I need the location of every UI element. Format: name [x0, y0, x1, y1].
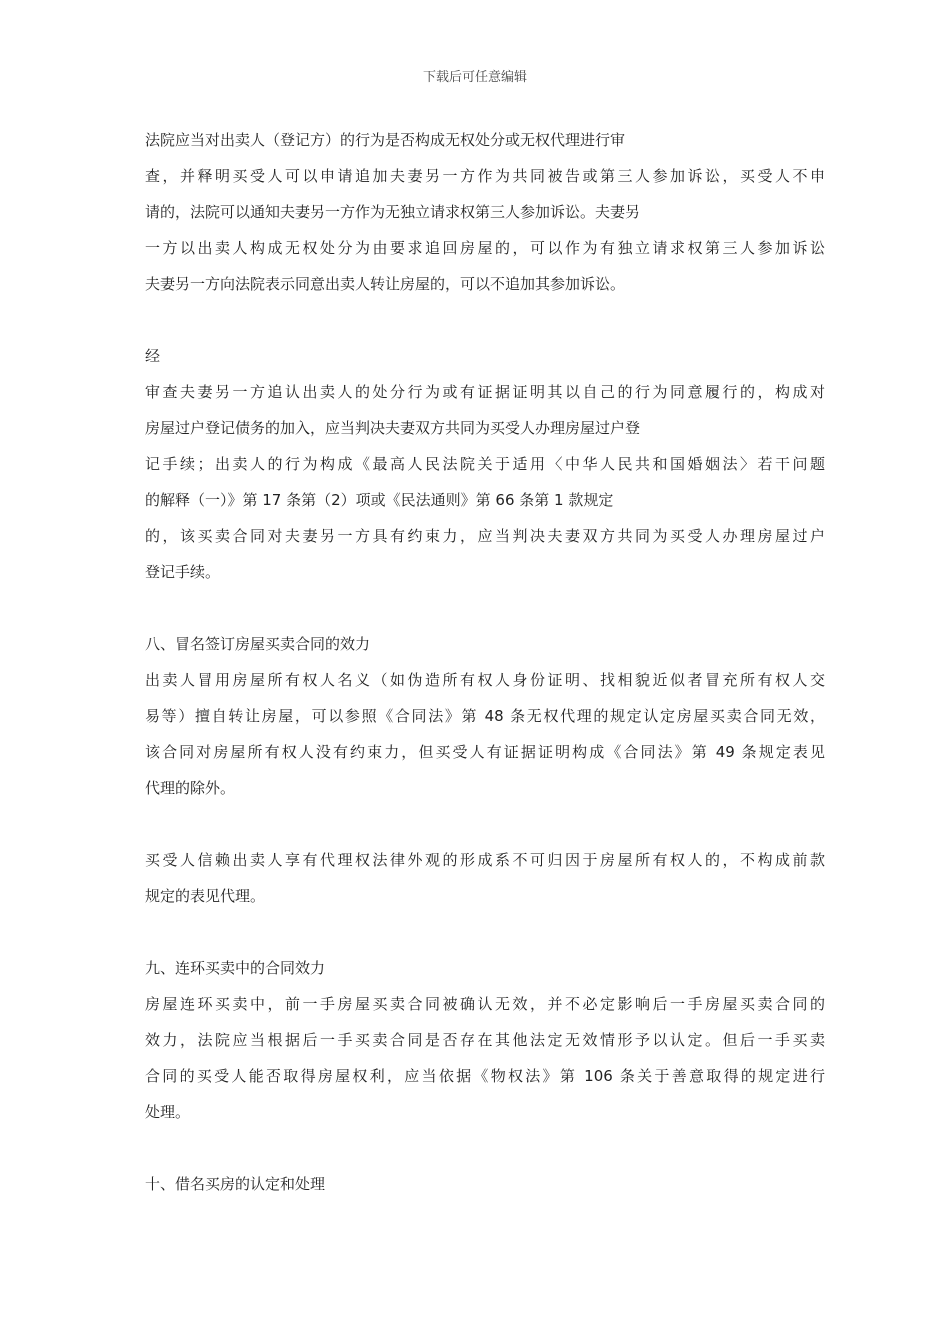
- page-header-note: 下载后可任意编辑: [422, 70, 527, 85]
- section-heading: 十、借名买房的认定和处理: [145, 1175, 326, 1193]
- text-line: 请的，法院可以通知夫妻另一方作为无独立请求权第三人参加诉讼。夫妻另: [145, 203, 641, 221]
- paragraph-spacer: [145, 1130, 825, 1166]
- paragraph: [145, 842, 825, 914]
- text-line: 的解释（一）》第 17 条第（2）项或《民法通则》第 66 条第 1 款规定: [145, 491, 614, 509]
- document-body: [145, 122, 825, 1202]
- text-line: 登记手续。: [145, 563, 221, 581]
- text-line: 规定的表见代理。: [145, 887, 266, 905]
- paragraph: [145, 122, 825, 302]
- text-line: 的，该买卖合同对夫妻另一方具有约束力，应当判决夫妻双方共同为买受人办理房屋过户: [145, 527, 825, 545]
- paragraph: [145, 626, 825, 806]
- paragraph: [145, 338, 825, 590]
- section-heading: 九、连环买卖中的合同效力: [145, 959, 326, 977]
- paragraph-spacer: [145, 302, 825, 338]
- text-line: 代理的除外。: [145, 779, 236, 797]
- text-line: 夫妻另一方向法院表示同意出卖人转让房屋的，可以不追加其参加诉讼。: [145, 275, 626, 293]
- paragraph: [145, 950, 825, 1130]
- text-line: 合同的买受人能否取得房屋权利，应当依据《物权法》第 106 条关于善意取得的规定进行: [145, 1067, 825, 1085]
- text-line: 该合同对房屋所有权人没有约束力，但买受人有证据证明构成《合同法》第 49 条规定表见: [145, 743, 825, 761]
- text-line: 查，并释明买受人可以申请追加夫妻另一方作为共同被告或第三人参加诉讼，买受人不申: [145, 167, 825, 185]
- text-line: 经: [145, 347, 161, 365]
- paragraph-spacer: [145, 590, 825, 626]
- text-line: 一方以出卖人构成无权处分为由要求追回房屋的，可以作为有独立请求权第三人参加诉讼: [145, 239, 825, 257]
- paragraph-spacer: [145, 806, 825, 842]
- text-line: 记手续；出卖人的行为构成《最高人民法院关于适用〈中华人民共和国婚姻法〉若干问题: [145, 455, 825, 473]
- text-line: 出卖人冒用房屋所有权人名义（如伪造所有权人身份证明、找相貌近似者冒充所有权人交: [145, 671, 825, 689]
- text-line: 处理。: [145, 1103, 191, 1121]
- text-line: 效力，法院应当根据后一手买卖合同是否存在其他法定无效情形予以认定。但后一手买卖: [145, 1031, 825, 1049]
- text-line: 审查夫妻另一方追认出卖人的处分行为或有证据证明其以自己的行为同意履行的，构成对: [145, 383, 825, 401]
- text-line: 易等）擅自转让房屋，可以参照《合同法》第 48 条无权代理的规定认定房屋买卖合同无效，: [145, 707, 825, 725]
- text-line: 房屋过户登记债务的加入，应当判决夫妻双方共同为买受人办理房屋过户登: [145, 419, 641, 437]
- paragraph: [145, 1166, 825, 1202]
- text-line: 法院应当对出卖人（登记方）的行为是否构成无权处分或无权代理进行审: [145, 131, 626, 149]
- text-line: 房屋连环买卖中，前一手房屋买卖合同被确认无效，并不必定影响后一手房屋买卖合同的: [145, 995, 825, 1013]
- paragraph-spacer: [145, 914, 825, 950]
- section-heading: 八、冒名签订房屋买卖合同的效力: [145, 635, 371, 653]
- text-line: 买受人信赖出卖人享有代理权法律外观的形成系不可归因于房屋所有权人的，不构成前款: [145, 851, 825, 869]
